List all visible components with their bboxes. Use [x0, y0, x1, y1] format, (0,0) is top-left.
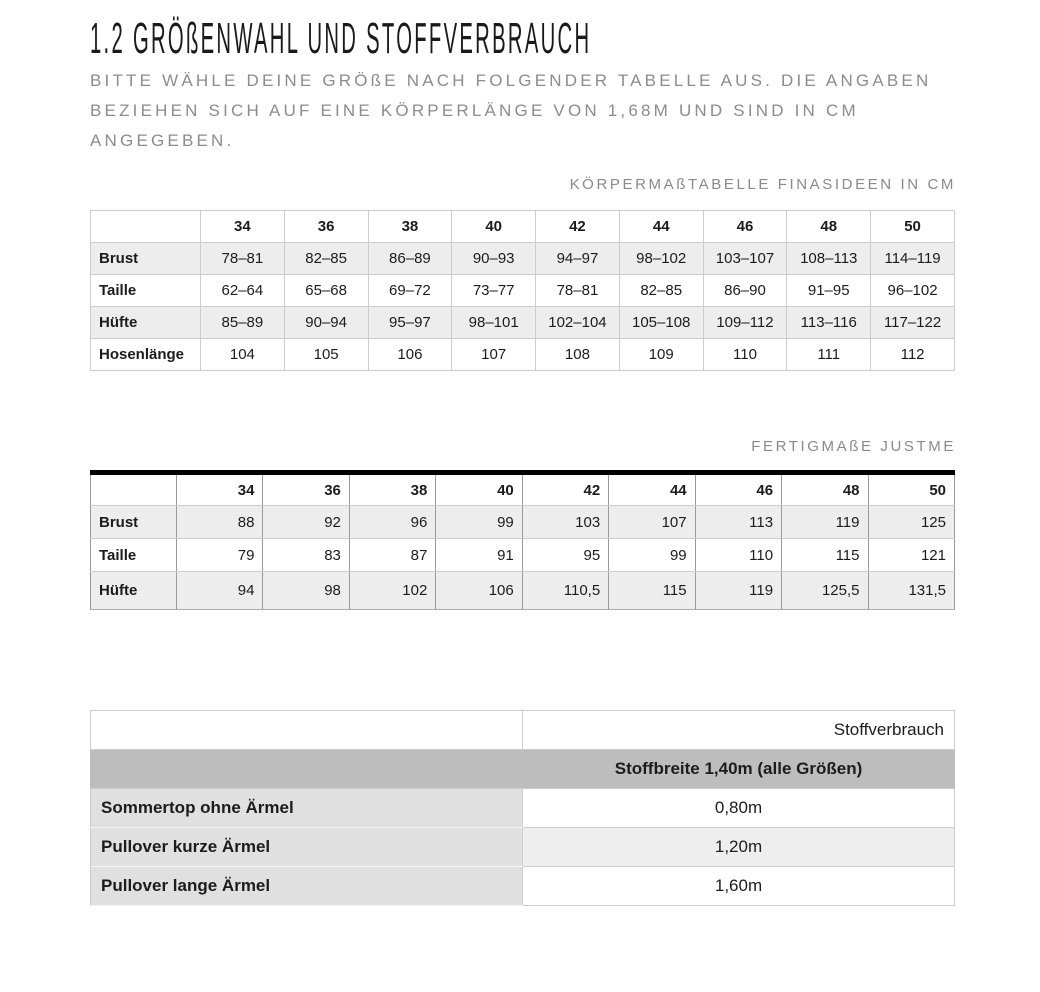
measure-value-cell: 107 — [452, 339, 536, 371]
fabric-row — [91, 828, 955, 867]
size-header-cell: 38 — [368, 211, 452, 243]
measure-value-cell: 87 — [349, 539, 435, 572]
body-measurement-table — [90, 210, 955, 371]
measure-value-cell: 102 — [349, 572, 435, 610]
measure-value-cell: 117–122 — [871, 307, 955, 339]
measure-value-cell: 113 — [695, 506, 781, 539]
measure-value-cell: 105 — [284, 339, 368, 371]
size-header-cell: 40 — [452, 211, 536, 243]
measure-value-cell: 86–89 — [368, 243, 452, 275]
measure-value-cell: 108–113 — [787, 243, 871, 275]
measure-value-cell: 110 — [695, 539, 781, 572]
measure-value-cell: 107 — [609, 506, 695, 539]
measure-label-cell: Hüfte — [91, 572, 177, 610]
fabric-row — [91, 789, 955, 828]
empty-cell — [91, 711, 523, 750]
measure-value-cell: 105–108 — [619, 307, 703, 339]
measure-label-cell: Brust — [91, 243, 201, 275]
measure-value-cell: 103–107 — [703, 243, 787, 275]
measure-value-cell: 115 — [609, 572, 695, 610]
measure-value-cell: 96 — [349, 506, 435, 539]
fabric-width-header: Stoffbreite 1,40m (alle Größen) — [523, 750, 955, 789]
size-header-cell: 48 — [782, 473, 868, 506]
measure-value-cell: 92 — [263, 506, 349, 539]
measurement-row — [91, 339, 955, 371]
fabric-width-row — [91, 750, 955, 789]
intro-line: BITTE WÄHLE DEINE GRÖßE NACH FOLGENDER TABELLE AUS. DIE ANGABEN — [90, 71, 932, 90]
measure-value-cell: 99 — [609, 539, 695, 572]
measure-value-cell: 125,5 — [782, 572, 868, 610]
measure-label-cell: Taille — [91, 275, 201, 307]
measure-value-cell: 95–97 — [368, 307, 452, 339]
measurement-row — [91, 539, 955, 572]
measure-value-cell: 78–81 — [536, 275, 620, 307]
size-header-cell: 44 — [619, 211, 703, 243]
measure-value-cell: 125 — [868, 506, 955, 539]
measure-value-cell: 102–104 — [536, 307, 620, 339]
measure-value-cell: 109 — [619, 339, 703, 371]
measure-value-cell: 94–97 — [536, 243, 620, 275]
size-header-cell: 50 — [871, 211, 955, 243]
measure-value-cell: 62–64 — [201, 275, 285, 307]
size-header-cell: 34 — [177, 473, 263, 506]
measure-value-cell: 90–93 — [452, 243, 536, 275]
measure-value-cell: 78–81 — [201, 243, 285, 275]
finished-measurement-table — [90, 470, 955, 610]
measure-value-cell: 106 — [436, 572, 522, 610]
measure-label-cell: Taille — [91, 539, 177, 572]
size-header-cell: 36 — [284, 211, 368, 243]
corner-cell — [91, 211, 201, 243]
measure-label-cell: Brust — [91, 506, 177, 539]
measurement-row — [91, 572, 955, 610]
fabric-amount-cell: 1,60m — [523, 867, 955, 906]
measurement-row — [91, 307, 955, 339]
corner-cell — [91, 473, 177, 506]
size-header-cell: 36 — [263, 473, 349, 506]
size-header-row — [91, 211, 955, 243]
measure-value-cell: 111 — [787, 339, 871, 371]
measure-value-cell: 91 — [436, 539, 522, 572]
fabric-consumption-table — [90, 710, 955, 906]
measure-value-cell: 79 — [177, 539, 263, 572]
measure-value-cell: 82–85 — [619, 275, 703, 307]
garment-label-cell: Pullover lange Ärmel — [91, 867, 523, 906]
measure-value-cell: 86–90 — [703, 275, 787, 307]
fabric-table-header-row — [91, 711, 955, 750]
fabric-table-title: Stoffverbrauch — [523, 711, 955, 750]
measure-label-cell: Hüfte — [91, 307, 201, 339]
measure-value-cell: 96–102 — [871, 275, 955, 307]
fabric-amount-cell: 1,20m — [523, 828, 955, 867]
measure-value-cell: 94 — [177, 572, 263, 610]
page-title: 1.2 GRÖßENWAHL UND STOFFVERBRAUCH — [90, 14, 592, 63]
measure-value-cell: 104 — [201, 339, 285, 371]
measurement-row — [91, 275, 955, 307]
measure-value-cell: 95 — [522, 539, 608, 572]
fabric-row — [91, 867, 955, 906]
measurement-row — [91, 506, 955, 539]
measure-value-cell: 98 — [263, 572, 349, 610]
finished-table-label: FERTIGMAßE JUSTME — [751, 438, 956, 455]
body-table-label: KÖRPERMAßTABELLE FINASIDEEN IN CM — [569, 176, 956, 193]
measure-value-cell: 112 — [871, 339, 955, 371]
measure-value-cell: 119 — [782, 506, 868, 539]
size-header-cell: 44 — [609, 473, 695, 506]
size-header-cell: 40 — [436, 473, 522, 506]
measure-value-cell: 108 — [536, 339, 620, 371]
measure-value-cell: 98–101 — [452, 307, 536, 339]
intro-line: BEZIEHEN SICH AUF EINE KÖRPERLÄNGE VON 1,68M UND SIND IN CM — [90, 101, 859, 120]
measure-value-cell: 103 — [522, 506, 608, 539]
size-header-row — [91, 473, 955, 506]
size-header-cell: 46 — [703, 211, 787, 243]
measure-value-cell: 115 — [782, 539, 868, 572]
garment-label-cell: Pullover kurze Ärmel — [91, 828, 523, 867]
measure-value-cell: 99 — [436, 506, 522, 539]
measure-value-cell: 131,5 — [868, 572, 955, 610]
fabric-width-spacer-cell — [91, 750, 523, 789]
size-header-cell: 42 — [522, 473, 608, 506]
measure-value-cell: 121 — [868, 539, 955, 572]
measure-value-cell: 73–77 — [452, 275, 536, 307]
measure-value-cell: 98–102 — [619, 243, 703, 275]
size-header-cell: 50 — [868, 473, 955, 506]
measure-value-cell: 83 — [263, 539, 349, 572]
measure-value-cell: 114–119 — [871, 243, 955, 275]
size-header-cell: 34 — [201, 211, 285, 243]
intro-line: ANGEGEBEN. — [90, 131, 235, 150]
measure-value-cell: 106 — [368, 339, 452, 371]
measure-value-cell: 109–112 — [703, 307, 787, 339]
measure-value-cell: 82–85 — [284, 243, 368, 275]
section-heading — [90, 14, 956, 64]
measure-value-cell: 113–116 — [787, 307, 871, 339]
size-header-cell: 38 — [349, 473, 435, 506]
measure-value-cell: 91–95 — [787, 275, 871, 307]
measure-value-cell: 65–68 — [284, 275, 368, 307]
measure-value-cell: 88 — [177, 506, 263, 539]
measurement-row — [91, 243, 955, 275]
measure-value-cell: 119 — [695, 572, 781, 610]
measure-value-cell: 110,5 — [522, 572, 608, 610]
measure-label-cell: Hosenlänge — [91, 339, 201, 371]
measure-value-cell: 85–89 — [201, 307, 285, 339]
size-header-cell: 48 — [787, 211, 871, 243]
garment-label-cell: Sommertop ohne Ärmel — [91, 789, 523, 828]
size-header-cell: 42 — [536, 211, 620, 243]
intro-paragraph — [90, 66, 956, 156]
measure-value-cell: 90–94 — [284, 307, 368, 339]
size-header-cell: 46 — [695, 473, 781, 506]
measure-value-cell: 110 — [703, 339, 787, 371]
fabric-amount-cell: 0,80m — [523, 789, 955, 828]
measure-value-cell: 69–72 — [368, 275, 452, 307]
